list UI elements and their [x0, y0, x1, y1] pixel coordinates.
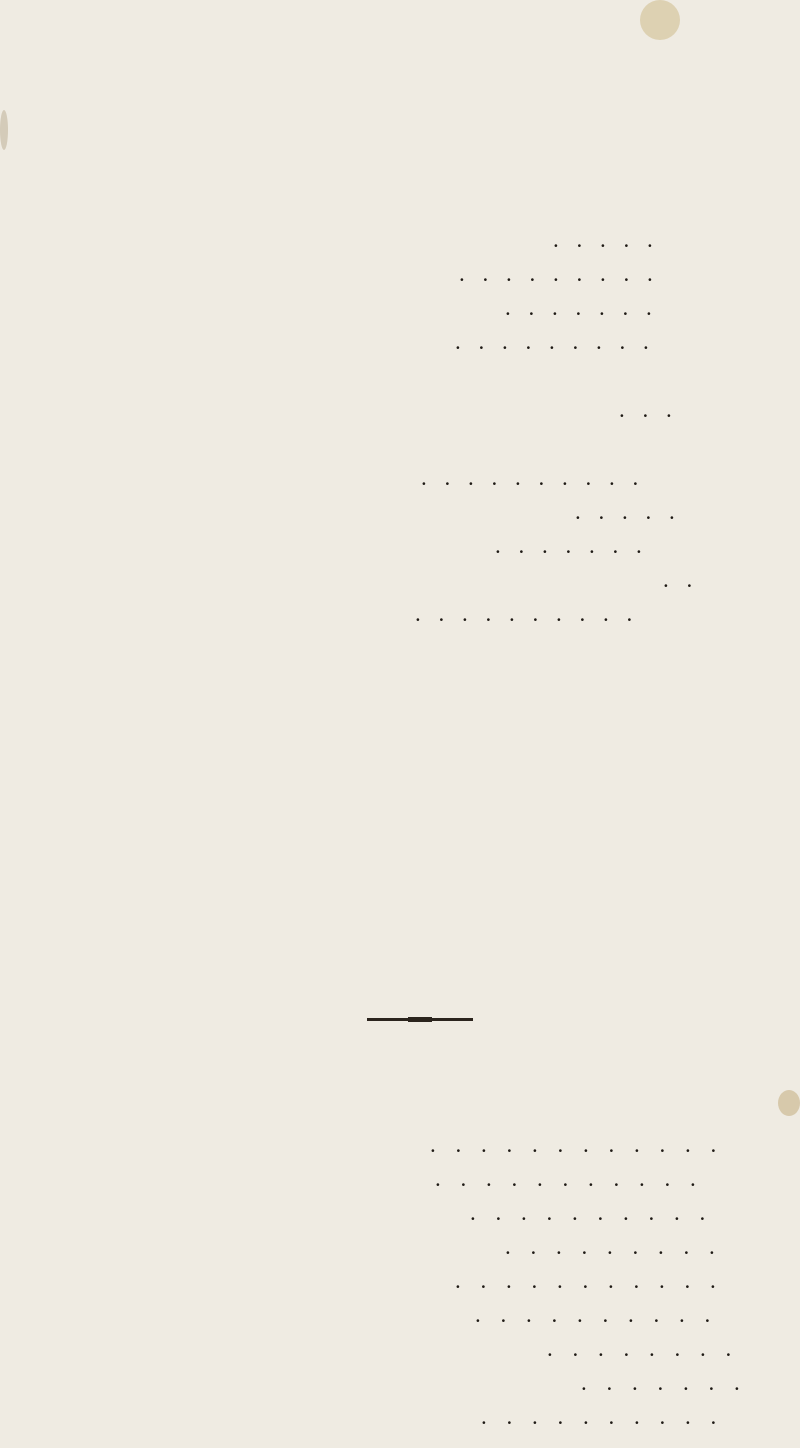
reference-item: . . . . . . . . . . . .	[430, 1132, 724, 1157]
witness-entry: . . . . . . . . . .	[421, 465, 645, 490]
witness-entry: . . . . . . . . .	[459, 261, 659, 286]
reference-item: . . . . . . . . . .	[475, 1302, 718, 1327]
paper-stain	[640, 0, 680, 40]
paper-stain	[0, 110, 8, 150]
witness-entry: . . . . . . .	[505, 295, 658, 320]
reference-item: . . . . . . . . . .	[470, 1200, 713, 1225]
witness-entry: . . . . . . . . . .	[415, 601, 639, 626]
witness-entry: . . . . . . .	[495, 533, 648, 558]
witness-entry: . . . . .	[553, 227, 659, 252]
witness-entry: . . . . . . . . .	[455, 329, 655, 354]
paper-stain	[778, 1090, 800, 1116]
reference-item: . . . . . . . . . .	[481, 1404, 724, 1429]
witness-entry: . . .	[619, 397, 678, 422]
reference-item: . . . . . . . . . . .	[435, 1166, 703, 1191]
reference-item: . . . . . . . . .	[505, 1234, 722, 1259]
section-divider-ornament	[408, 1017, 432, 1022]
witness-entry: . . . . .	[575, 499, 681, 524]
reference-item: . . . . . . .	[581, 1370, 747, 1395]
reference-item: . . . . . . . . . . .	[455, 1268, 723, 1293]
witness-entry: . .	[663, 567, 699, 592]
reference-item: . . . . . . . .	[547, 1336, 739, 1361]
